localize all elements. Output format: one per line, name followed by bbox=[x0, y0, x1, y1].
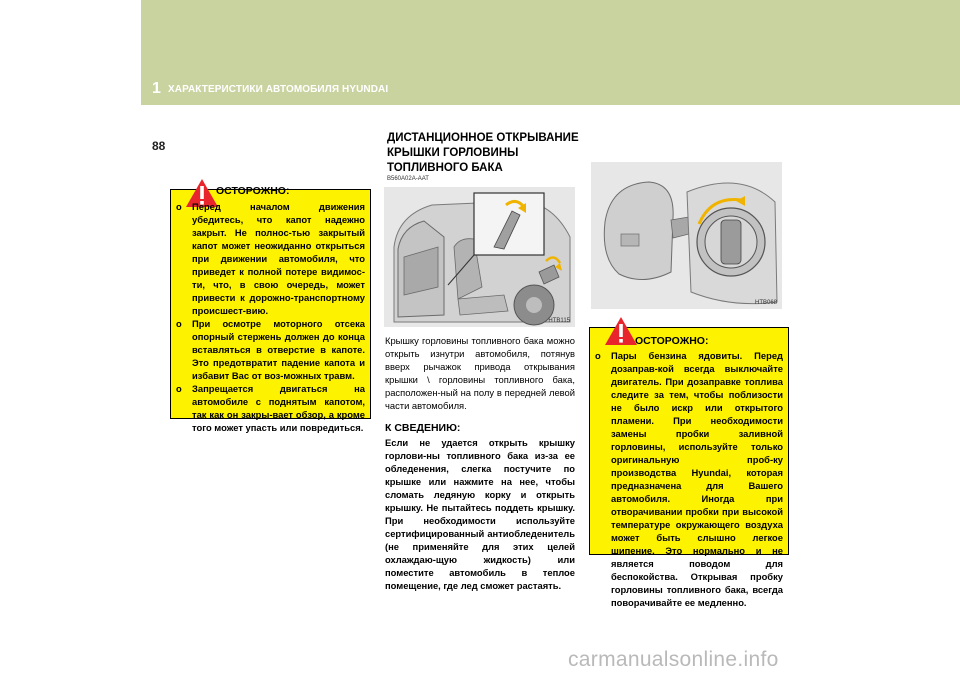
warning-item bbox=[595, 349, 783, 609]
warning-item bbox=[176, 317, 365, 382]
figure-code: HTB068 bbox=[754, 300, 777, 306]
watermark: carmanualsonline.info bbox=[568, 648, 779, 671]
note-paragraph: Если не удается открыть крышку горлови-ны топливного бака из-за ее обледенения, слегка постучите по крышке или нажмите на нее, чтобы сломать ледяную корку и открыть крышку. Не пытайтесь поддеть крышку. При необходимости используйте сертифицированный антиобледенитель (не применяйте для этих целей охлаждаю-щую жидкость) или поместите автомобиль в теплое помещение, где лед сможет растаять. bbox=[385, 437, 575, 591]
page-number: 88 bbox=[152, 139, 166, 153]
chapter-number: 1 bbox=[152, 80, 161, 97]
warning-item-text: Запрещается двигаться на автомобиле с поднятым капотом, так как он закры-вает обзор, а кроме того может упасть или повредиться. bbox=[192, 383, 365, 433]
warning-item-text: При осмотре моторного отсека опорный стержень должен до конца вставляться в отверстие в капоте. Это предотвратит падение капота и избавит Вас от воз-можных травм. bbox=[192, 318, 365, 381]
warning-list bbox=[595, 349, 783, 609]
warning-item bbox=[176, 200, 365, 317]
warning-item-text: Перед началом движения убедитесь, что капот надежно закрыт. Не полнос-тью закрытый капот может неожиданно открыться при движении автомобиля, что приведет к полной потере видимос-ти, что, в свою очередь, может привести к дорожно-транспортному происшест-вию. bbox=[192, 201, 365, 316]
body-paragraph: Крышку горловины топливного бака можно открыть изнутри автомобиля, потянув вверх рычажок привода открывания крышки \ горловины топливного бака, расположен-ный на полу в передней левой части автомобиля. bbox=[385, 335, 575, 411]
car-interior-illustration bbox=[384, 187, 575, 327]
warning-title: ОСТОРОЖНО: bbox=[216, 185, 290, 197]
warning-box-hood bbox=[170, 185, 371, 433]
left-column-tab bbox=[182, 130, 375, 160]
bullet: o bbox=[176, 201, 182, 212]
warning-list bbox=[176, 200, 365, 434]
warning-triangle-icon bbox=[604, 316, 638, 346]
bullet: o bbox=[176, 383, 182, 394]
warning-item bbox=[176, 382, 365, 434]
figure-code: HTB115 bbox=[548, 318, 570, 324]
section-code: B560A02A-AAT bbox=[387, 176, 429, 182]
fuel-cap-illustration bbox=[591, 162, 782, 309]
figure-fuel-cap bbox=[591, 162, 782, 309]
note-title: К СВЕДЕНИЮ: bbox=[385, 422, 461, 434]
section-title: ДИСТАНЦИОННОЕ ОТКРЫВАНИЕ КРЫШКИ ГОРЛОВИНЫ ТОПЛИВНОГО БАКА bbox=[387, 132, 579, 174]
warning-item-text: Пары бензина ядовиты. Перед дозаправ-кой всегда выключайте двигатель. При дозаправке топлива следите за тем, чтобы поблизости не было искр или открытого пламени. При необходимости замены пробки заливной горловины, используйте только оригинальную проб-ку производства Hyundai, которая предназначена для Вашего автомобиля. Иногда при отворачивании пробки при высокой температуре окружающего воздуха может быть слышно легкое шипение. Это нормально и не является поводом для беспокойства. Открывая пробку горловины топливного бака, всегда поворачивайте ее медленно. bbox=[611, 350, 783, 608]
figure-fuel-door-lever bbox=[384, 187, 575, 327]
chapter-title: ХАРАКТЕРИСТИКИ АВТОМОБИЛЯ HYUNDAI bbox=[168, 84, 389, 95]
right-column-tab bbox=[592, 130, 960, 160]
warning-box-fuel bbox=[589, 327, 789, 608]
bullet: o bbox=[595, 350, 601, 361]
bullet: o bbox=[176, 318, 182, 329]
warning-title: ОСТОРОЖНО: bbox=[635, 335, 709, 347]
